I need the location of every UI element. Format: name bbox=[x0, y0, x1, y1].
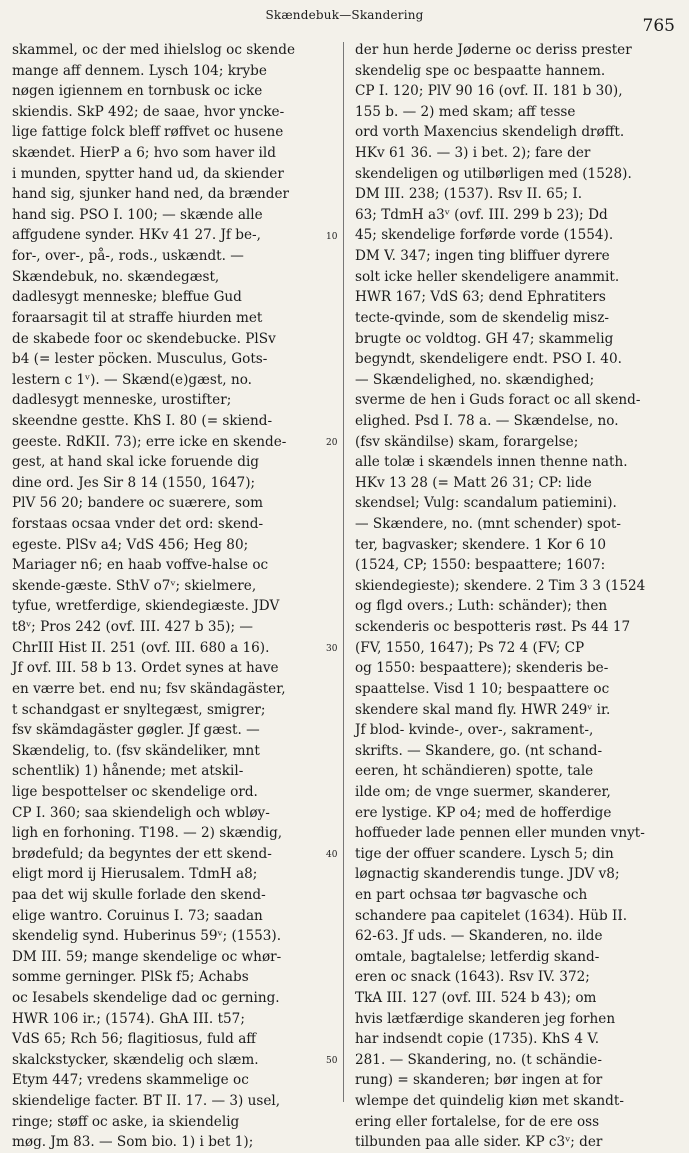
text-line: skammel, oc der med ihielslog oc skende bbox=[12, 42, 296, 58]
text-line: (1524, CP; 1550: bespaattere; 1607: bbox=[355, 557, 606, 574]
text-line: eligt mord ij Hierusalem. TdmH a8; bbox=[12, 866, 258, 883]
line-number-marker: 30 bbox=[326, 643, 338, 654]
text-line: skiendis. SkP 492; de saae, hvor yncke- bbox=[12, 103, 285, 120]
text-line: ter, bagvasker; skendere. 1 Kor 6 10 bbox=[355, 536, 607, 553]
text-line: t8ᵛ; Pros 242 (ovf. III. 427 b 35); — bbox=[12, 619, 253, 636]
text-line: omtale, bagtalelse; letferdig skand- bbox=[355, 948, 600, 965]
column-divider bbox=[343, 42, 344, 1102]
text-line: spaattelse. Visd 1 10; bespaattere oc bbox=[355, 680, 610, 697]
text-line: de skabede foor oc skendebucke. PlSv bbox=[12, 330, 276, 347]
text-line: dadlesygt menneske, urostifter; bbox=[12, 392, 232, 409]
line-number-marker: 50 bbox=[326, 1056, 338, 1067]
text-line: en værre bet. end nu; fsv skändagäster, bbox=[12, 680, 286, 697]
text-line: TkA III. 127 (ovf. III. 524 b 43); om bbox=[355, 990, 597, 1007]
text-line: forstaas ocsaa vnder det ord: skend- bbox=[12, 516, 264, 533]
text-line: PlV 56 20; bandere oc suærere, som bbox=[12, 495, 264, 512]
text-line: ligh en forhoning. T198. — 2) skændig, bbox=[12, 825, 283, 842]
text-line: — Skændere, no. (mnt schender) spot- bbox=[355, 516, 621, 533]
text-line: Skændebuk, no. skændegæst, bbox=[12, 268, 220, 285]
text-line: hand sig, sjunker hand ned, da brænder bbox=[12, 186, 289, 203]
text-line: har indsendt copie (1735). KhS 4 V. bbox=[355, 1031, 600, 1048]
text-line: skiendegieste); skendere. 2 Tim 3 3 (1524 bbox=[355, 577, 646, 594]
text-line: for-, over-, på-, rods., uskændt. — bbox=[12, 248, 244, 265]
text-line: Skændelig, to. (fsv skändeliker, mnt bbox=[12, 742, 260, 759]
text-line: ilde om; de vnge suermer, skanderer, bbox=[355, 783, 611, 800]
text-line: skalckstycker, skændelig och slæm. bbox=[12, 1051, 259, 1068]
text-line: ere lystige. KP o4; med de hofferdige bbox=[355, 804, 612, 821]
text-line: DM III. 238; (1537). Rsv II. 65; I. bbox=[355, 186, 583, 203]
left-column bbox=[12, 40, 332, 1153]
text-line: skrifts. — Skandere, go. (nt schand- bbox=[355, 742, 603, 759]
text-line: ChrIII Hist II. 251 (ovf. III. 680 a 16). bbox=[12, 639, 270, 656]
text-line: gest, at hand skal icke foruende dig bbox=[12, 454, 259, 471]
text-line: i munden, spytter hand ud, da skiender bbox=[12, 165, 284, 182]
text-line: mange aff dennem. Lysch 104; krybe bbox=[12, 62, 267, 79]
text-line: 281. — Skandering, no. (t schändie- bbox=[355, 1051, 602, 1068]
text-line: ering eller fortalelse, for de ere oss bbox=[355, 1113, 600, 1130]
text-line: CP I. 120; PlV 90 16 (ovf. II. 181 b 30), bbox=[355, 83, 623, 100]
text-line: og flgd overs.; Luth: schänder); then bbox=[355, 598, 608, 615]
text-line: ord vorth Maxencius skendeligh drøfft. bbox=[355, 124, 625, 141]
text-line: DM V. 347; ingen ting bliffuer dyrere bbox=[355, 248, 610, 265]
text-line: 63; TdmH a3ᵛ (ovf. III. 299 b 23); Dd bbox=[355, 206, 608, 223]
text-line: oc Iesabels skendelige dad oc gerning. bbox=[12, 990, 280, 1007]
text-line: skendsel; Vulg: scandalum patiemini). bbox=[355, 495, 617, 512]
text-line: — Skændelighed, no. skændighed; bbox=[355, 371, 595, 388]
text-line: brødefuld; da begyntes der ett skend- bbox=[12, 845, 272, 862]
text-line: dadlesygt menneske; bleffue Gud bbox=[12, 289, 242, 306]
text-line: lestern c 1ᵛ). — Skænd(e)gæst, no. bbox=[12, 371, 252, 388]
text-line: brugte oc voldtog. GH 47; skammelig bbox=[355, 330, 614, 347]
text-line: schandere paa capitelet (1634). Hüb II. bbox=[355, 907, 628, 924]
text-line: Jf ovf. III. 58 b 13. Ordet synes at have bbox=[12, 660, 279, 677]
text-line: t schandgast er snyltegæst, smigrer; bbox=[12, 701, 266, 718]
text-line: nøgen igiennem en tornbusk oc icke bbox=[12, 83, 263, 100]
text-line: Etym 447; vredens skammelige oc bbox=[12, 1072, 249, 1089]
text-line: alle tolæ i skændels innen thenne nath. bbox=[355, 454, 628, 471]
running-header: Skændebuk—Skandering bbox=[265, 8, 424, 22]
text-line: tige der offuer scandere. Lysch 5; din bbox=[355, 845, 614, 862]
text-line: eren oc snack (1643). Rsv IV. 372; bbox=[355, 969, 590, 986]
text-line: eeren, ht schändieren) spotte, tale bbox=[355, 763, 594, 780]
text-line: 62-63. Jf uds. — Skanderen, no. ilde bbox=[355, 928, 603, 945]
text-line: elige wantro. Coruinus I. 73; saadan bbox=[12, 907, 263, 924]
text-line: solt icke heller skendeligere anammit. bbox=[355, 268, 620, 285]
text-line: HKv 61 36. — 3) i bet. 2); fare der bbox=[355, 145, 591, 162]
text-line: 155 b. — 2) med skam; aff tesse bbox=[355, 103, 576, 120]
text-line: ringe; støff oc aske, ia skiendelig bbox=[12, 1113, 240, 1130]
text-line: hvis lætfærdige skanderen jeg forhen bbox=[355, 1010, 616, 1027]
text-line: foraarsagit til at straffe hiurden met bbox=[12, 309, 263, 326]
text-line: CP I. 360; saa skiendeligh och wbløy- bbox=[12, 804, 270, 821]
text-line: lige fattige folck bleff røffvet oc husene bbox=[12, 124, 284, 141]
text-line: dine ord. Jes Sir 8 14 (1550, 1647); bbox=[12, 474, 256, 491]
text-line: sckenderis oc bespotteris røst. Ps 44 17 bbox=[355, 619, 631, 636]
line-number-marker: 40 bbox=[326, 850, 338, 861]
text-line: VdS 65; Rch 56; flagitiosus, fuld aff bbox=[12, 1031, 256, 1048]
text-line: møg. Jm 83. — Som bio. 1) i bet 1); bbox=[12, 1134, 254, 1151]
text-line: elighed. Psd I. 78 a. — Skændelse, no. bbox=[355, 412, 619, 429]
text-line: løgnactig skanderendis tunge. JDV v8; bbox=[355, 866, 620, 883]
text-line: HKv 13 28 (= Matt 26 31; CP: lide bbox=[355, 474, 592, 491]
line-number-marker: 20 bbox=[326, 437, 338, 448]
text-line: DM III. 59; mange skendelige oc whør- bbox=[12, 948, 282, 965]
text-line: egeste. PlSv a4; VdS 456; Heg 80; bbox=[12, 536, 249, 553]
text-line: wlempe det quindelig kiøn met skandt- bbox=[355, 1093, 624, 1110]
text-line: schentlik) 1) hånende; met atskil- bbox=[12, 763, 244, 780]
line-number-marker: 10 bbox=[326, 231, 338, 242]
text-line: skende-gæste. SthV o7ᵛ; skielmere, bbox=[12, 577, 257, 594]
text-line: skiendelige facter. BT II. 17. — 3) usel, bbox=[12, 1093, 281, 1110]
text-line: rung) = skanderen; bør ingen at for bbox=[355, 1072, 603, 1089]
text-line: somme gerninger. PlSk f5; Achabs bbox=[12, 969, 249, 986]
text-line: hoffueder lade pennen eller munden vnyt- bbox=[355, 825, 645, 842]
page-number: 765 bbox=[642, 16, 675, 36]
right-column bbox=[355, 40, 673, 1153]
text-line: (fsv skändilse) skam, forargelse; bbox=[355, 433, 579, 450]
text-line: 45; skendelige forførde vorde (1554). bbox=[355, 227, 614, 244]
text-line: tyfue, wretferdige, skiendegiæste. JDV bbox=[12, 598, 280, 615]
text-line: skendelig synd. Huberinus 59ᵛ; (1553). bbox=[12, 928, 282, 945]
text-line: HWR 167; VdS 63; dend Ephratiters bbox=[355, 289, 606, 306]
text-line: sverme de hen i Guds foract oc all skend- bbox=[355, 392, 641, 409]
text-line: der hun herde Jøderne oc deriss prester bbox=[355, 42, 632, 58]
text-line: begyndt, skendeligere endt. PSO I. 40. bbox=[355, 351, 622, 368]
text-line: Mariager n6; en haab voffve-halse oc bbox=[12, 557, 269, 574]
text-line: fsv skämdagäster gøgler. Jf gæst. — bbox=[12, 722, 260, 739]
text-line: tecte-qvinde, som de skendelig misz- bbox=[355, 309, 609, 326]
text-line: skendelig spe oc bespaatte hannem. bbox=[355, 62, 606, 79]
text-line: Jf blod- kvinde-, over-, sakrament-, bbox=[355, 722, 594, 739]
text-line: en part ochsaa tør bagvasche och bbox=[355, 886, 588, 903]
text-line: geeste. RdKII. 73); erre icke en skende- bbox=[12, 433, 287, 450]
text-line: skændet. HierP a 6; hvo som haver ild bbox=[12, 145, 276, 162]
text-line: b4 (= lester pöcken. Musculus, Gots- bbox=[12, 351, 268, 368]
text-line: paa det wij skulle forlade den skend- bbox=[12, 886, 266, 903]
text-line: affgudene synder. HKv 41 27. Jf be-, bbox=[12, 227, 261, 244]
text-line: tilbunden paa alle sider. KP c3ᵛ; der bbox=[355, 1134, 603, 1151]
text-line: lige bespottelser oc skendelige ord. bbox=[12, 783, 258, 800]
text-line: skendeligen og utilbørligen med (1528). bbox=[355, 165, 632, 182]
text-line: hand sig. PSO I. 100; — skænde alle bbox=[12, 206, 263, 223]
text-line: og 1550: bespaattere); skenderis be- bbox=[355, 660, 609, 677]
text-line: skeendne gestte. KhS I. 80 (= skiend- bbox=[12, 412, 273, 429]
text-line: HWR 106 ir.; (1574). GhA III. t57; bbox=[12, 1010, 245, 1027]
text-line: (FV, 1550, 1647); Ps 72 4 (FV; CP bbox=[355, 639, 585, 656]
text-line: skendere skal mand fly. HWR 249ᵛ ir. bbox=[355, 701, 611, 718]
